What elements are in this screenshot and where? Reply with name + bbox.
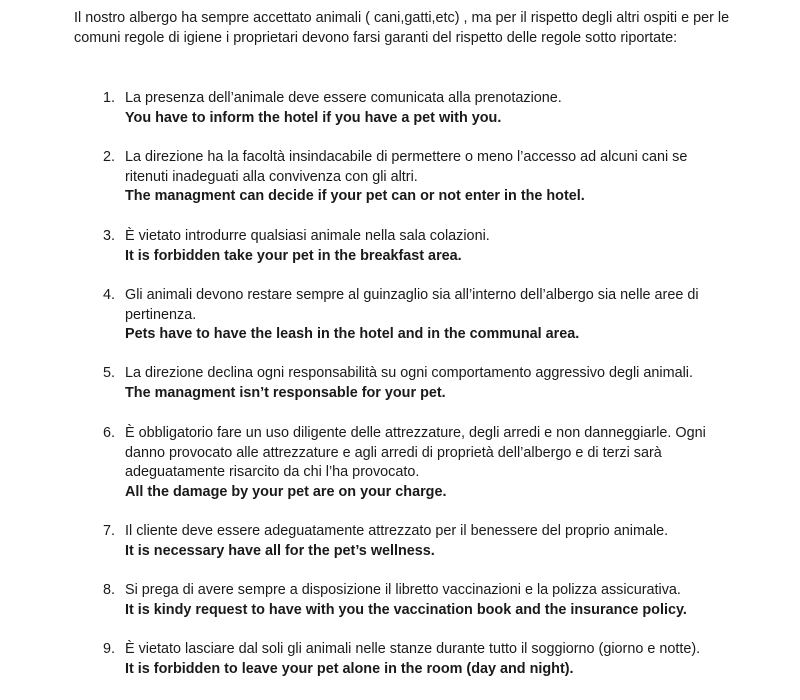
rule-english-text: All the damage by your pet are on your charge.: [125, 483, 447, 500]
rule-number: 9.: [102, 641, 115, 657]
rule-body: [125, 424, 730, 502]
rule-italian-text: Gli animali devono restare sempre al guinzaglio sia all’interno dell’albergo sia nelle aree di pertinenza.: [125, 287, 699, 323]
rule-body: [125, 148, 725, 207]
rule-body: [125, 364, 725, 403]
rule-number: 8.: [102, 582, 115, 598]
rule-english-text: It is necessary have all for the pet’s wellness.: [125, 542, 435, 559]
rule-body: [125, 227, 725, 266]
rule-english-text: It is forbidden take your pet in the breakfast area.: [125, 247, 462, 264]
intro-paragraph: Il nostro albergo ha sempre accettato animali ( cani,gatti,etc) , ma per il rispetto degli altri ospiti e per le comuni regole di igiene i proprietari devono farsi garanti del rispetto delle regole sotto riportate:: [74, 10, 730, 46]
rule-italian-text: Il cliente deve essere adeguatamente attrezzato per il benessere del proprio animale.: [125, 523, 669, 539]
rule-italian-text: È obbligatorio fare un uso diligente delle attrezzature, degli arredi e non danneggiarle. Ogni danno provocato alle attrezzature e agli arredi di proprietà dell’albergo e di terzi sarà adeguatamente risarcito da chi l’ha provocato.: [125, 425, 706, 480]
rule-italian-text: Si prega di avere sempre a disposizione il libretto vaccinazioni e la polizza assicurativa.: [125, 582, 681, 598]
rule-number: 5.: [102, 365, 115, 381]
rule-body: [125, 640, 725, 679]
rule-english-text: It is forbidden to leave your pet alone in the room (day and night).: [125, 660, 574, 677]
rule-number: 6.: [102, 425, 115, 441]
rule-body: [125, 522, 725, 561]
rule-body: [125, 581, 725, 620]
rule-number: 2.: [102, 149, 115, 165]
rule-english-text: The managment isn’t responsable for your pet.: [125, 384, 446, 401]
rule-number: 3.: [102, 228, 115, 244]
rule-english-text: You have to inform the hotel if you have a pet with you.: [125, 109, 502, 126]
rule-number: 7.: [102, 523, 115, 539]
rule-body: [125, 286, 725, 345]
rule-english-text: It is kindy request to have with you the vaccination book and the insurance policy.: [125, 601, 687, 618]
rule-number: 4.: [102, 287, 115, 303]
rule-english-text: The managment can decide if your pet can or not enter in the hotel.: [125, 188, 585, 204]
rule-english-text: Pets have to have the leash in the hotel and in the communal area.: [125, 326, 580, 342]
rule-body: [125, 89, 725, 128]
rule-italian-text: È vietato lasciare dal soli gli animali nelle stanze durante tutto il soggiorno (giorno e notte).: [125, 641, 701, 657]
rule-italian-text: La presenza dell’animale deve essere comunicata alla prenotazione.: [125, 90, 562, 106]
rule-italian-text: La direzione declina ogni responsabilità su ogni comportamento aggressivo degli animali.: [125, 365, 693, 381]
rule-italian-text: La direzione ha la facoltà insindacabile di permettere o meno l’accesso ad alcuni cani se ritenuti inadeguati alla convivenza con gli altri.: [125, 149, 688, 185]
rule-number: 1.: [102, 90, 115, 106]
rule-italian-text: È vietato introdurre qualsiasi animale nella sala colazioni.: [125, 228, 490, 244]
